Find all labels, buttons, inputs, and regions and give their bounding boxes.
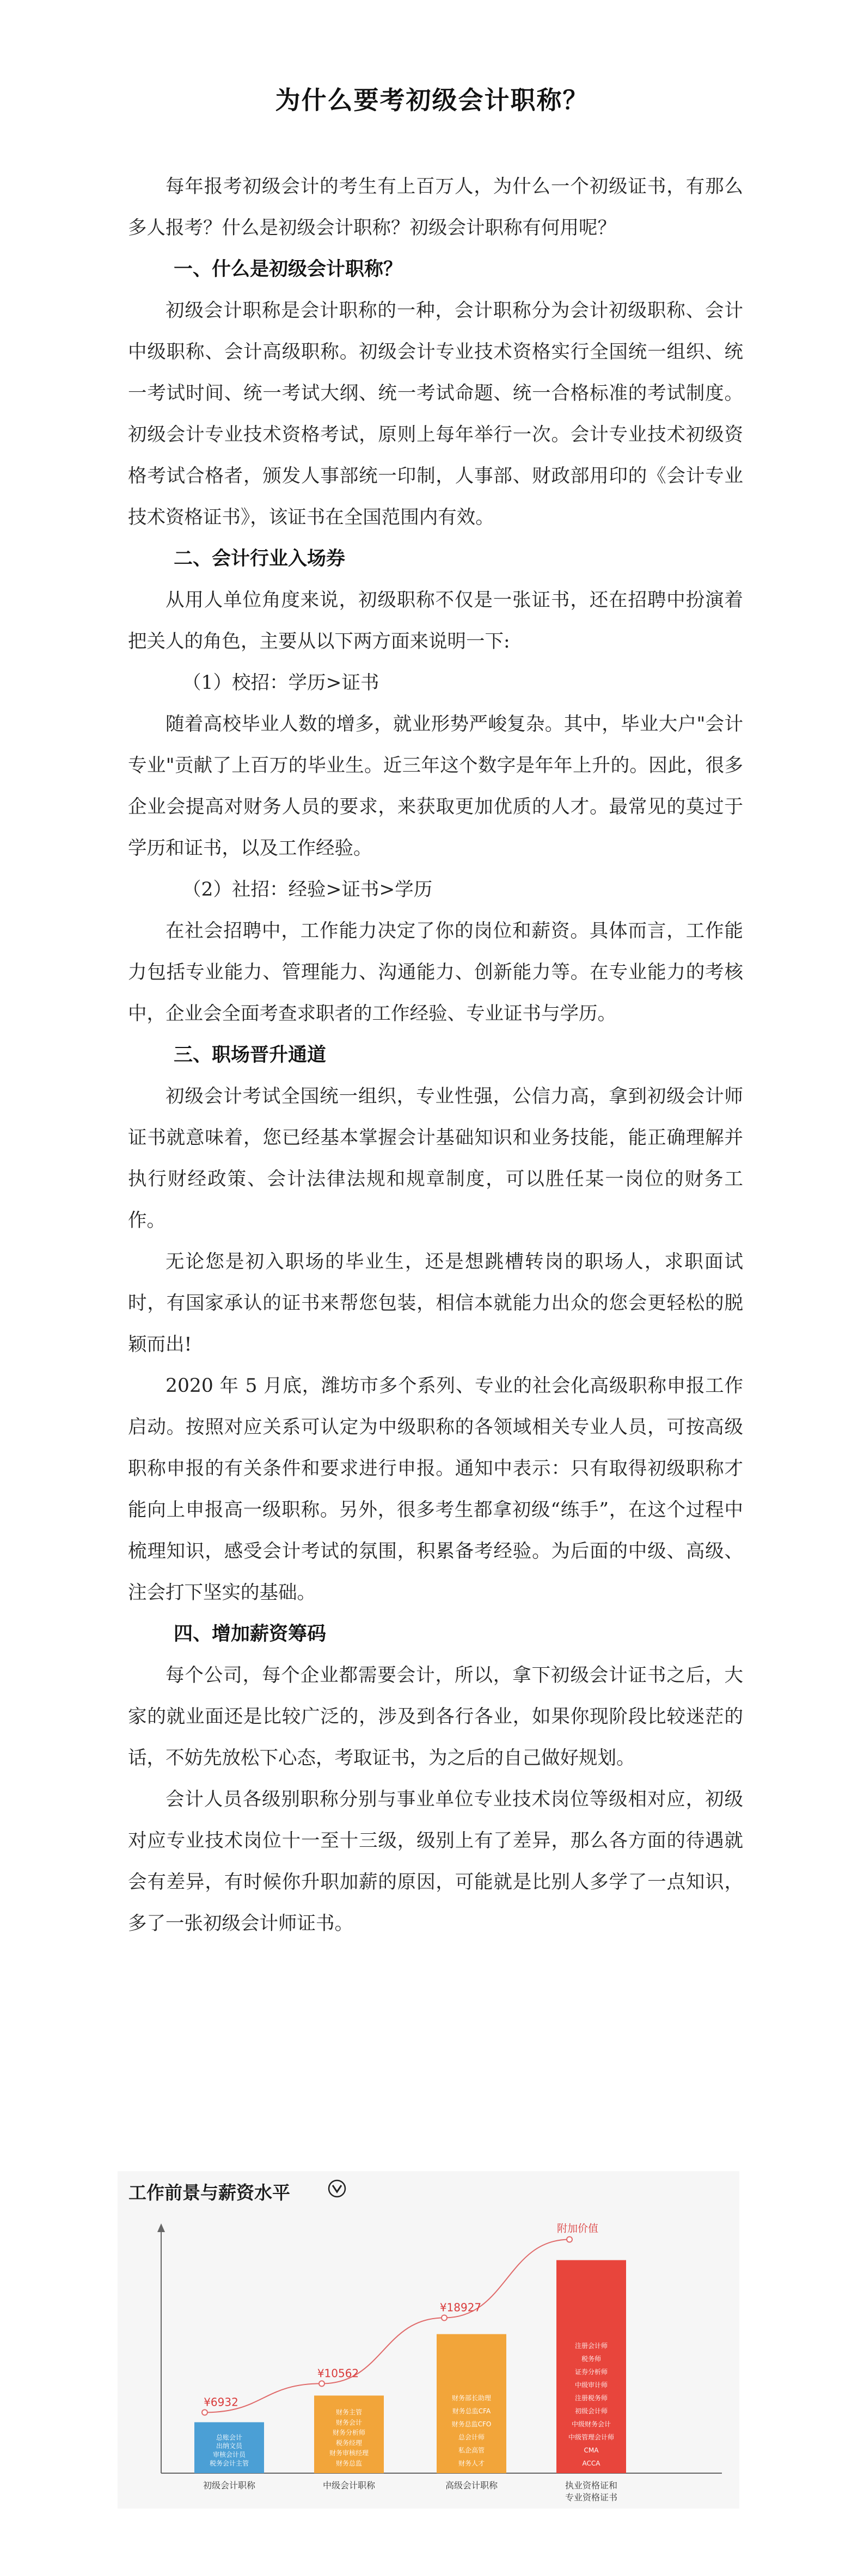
bar-item-label: CMA: [584, 2446, 599, 2454]
section-heading-2: 二、会计行业入场券: [174, 548, 346, 570]
category-label: 专业资格证书: [565, 2492, 618, 2503]
bar-4: [556, 2260, 626, 2474]
category-label: 中级会计职称: [322, 2480, 376, 2491]
category-label: 高级会计职称: [445, 2480, 498, 2491]
bar-item-label: 私企高管: [458, 2446, 485, 2454]
section-heading-3: 三、职场晋升通道: [174, 1044, 327, 1066]
value-point: [442, 2315, 447, 2320]
article-body: [128, 166, 743, 1944]
value-point: [319, 2381, 324, 2386]
value-label: ¥18927: [439, 2301, 482, 2314]
salary-chart-figure: [118, 2171, 739, 2509]
section-3-paragraph: 2020 年 5 月底，潍坊市多个系列、专业的社会化高级职称申报工作启动。按照对应关系可认定为中级职称的各领域相关专业人员，可按高级职称申报的有关条件和要求进行申报。通知中表示：只有取得初级职称才能向上申报高一级职称。另外，很多考生都拿初级“练手”，在这个过程中梳理知识，感受会计考试的氛围，积累备考经验。为后面的中级、高级、注会打下坚实的基础。: [128, 1375, 743, 1604]
value-label: ¥6932: [204, 2395, 238, 2409]
bar-item-label: 中级财务会计: [571, 2420, 611, 2428]
section-heading-1: 一、什么是初级会计职称？: [174, 258, 403, 280]
category-label: 执业资格证和: [565, 2480, 618, 2491]
bar-item-label: 中级审计师: [574, 2381, 608, 2389]
bar-item-label: 注册会计师: [574, 2342, 608, 2350]
bar-item-label: 财务总监: [335, 2460, 363, 2467]
bar-item-label: 出纳文员: [216, 2442, 243, 2450]
bar-item-label: 财务总监CFO: [451, 2420, 492, 2428]
bar-item-label: 税务会计主管: [209, 2460, 249, 2467]
bar-item-label: ACCA: [582, 2460, 600, 2467]
bar-item-label: 审核会计员: [212, 2451, 246, 2459]
bar-item-label: 财务审核经理: [329, 2449, 369, 2457]
value-curve: [205, 2240, 569, 2413]
value-point: [202, 2409, 207, 2415]
y-axis-arrow: [157, 2223, 165, 2232]
added-value-label: 附加价值: [556, 2222, 599, 2235]
bar-item-label: 财务人才: [458, 2460, 485, 2467]
bar-item-label: 初级会计师: [574, 2407, 608, 2415]
bar-item-label: 财务部长助理: [451, 2394, 492, 2402]
bar-item-label: 中级管理会计师: [568, 2433, 615, 2441]
bar-item-label: 财务分析师: [332, 2429, 366, 2437]
figure-title: 工作前景与薪资水平: [128, 2182, 290, 2203]
bar-item-label: 税务师: [581, 2355, 602, 2363]
category-label: 初级会计职称: [203, 2480, 256, 2491]
bar-item-label: 证券分析师: [574, 2368, 608, 2376]
bar-item-label: 财务会计: [335, 2418, 363, 2426]
section-2-paragraph: 从用人单位角度来说，初级职称不仅是一张证书，还在招聘中扮演着把关人的角色，主要从以下两方面来说明一下:: [128, 589, 743, 652]
bar-item-label: 财务总监CFA: [452, 2407, 491, 2415]
salary-chart: [118, 2171, 739, 2509]
value-point: [567, 2237, 572, 2242]
page-title: 为什么要考初级会计职称？: [275, 85, 589, 115]
section-3-paragraph: 初级会计考试全国统一组织，专业性强，公信力高，拿到初级会计师证书就意味着，您已经基本掌握会计基础知识和业务技能，能正确理解并执行财经政策、会计法律法规和规章制度，可以胜任某一岗位的财务工作。: [128, 1086, 743, 1231]
bar-item-label: 税务经理: [335, 2439, 363, 2447]
value-label: ¥10562: [317, 2367, 359, 2380]
intro-paragraph: 每年报考初级会计的考生有上百万人，为什么一个初级证书，有那么多人报考？什么是初级会计职称？初级会计职称有何用呢？: [128, 176, 743, 239]
section-4-paragraph: 每个公司，每个企业都需要会计，所以，拿下初级会计证书之后，大家的就业面还是比较广泛的，涉及到各行各业，如果你现阶段比较迷茫的话，不妨先放松下心态，考取证书，为之后的自己做好规划。: [128, 1665, 743, 1769]
section-1-paragraph: 初级会计职称是会计职称的一种，会计职称分为会计初级职称、会计中级职称、会计高级职称。初级会计专业技术资格实行全国统一组织、统一考试时间、统一考试大纲、统一考试命题、统一合格标准的考试制度。初级会计专业技术资格考试，原则上每年举行一次。会计专业技术初级资格考试合格者，颁发人事部统一印制，人事部、财政部用印的《会计专业技术资格证书》，该证书在全国范围内有效。: [128, 300, 743, 528]
bar-item-label: 总会计师: [458, 2433, 485, 2441]
section-2-paragraph: 随着高校毕业人数的增多，就业形势严峻复杂。其中，毕业大户"会计专业"贡献了上百万的毕业生。近三年这个数字是年年上升的。因此，很多企业会提高对财务人员的要求，来获取更加优质的人才。最常见的莫过于学历和证书，以及工作经验。: [128, 713, 743, 859]
section-2-subheading-campus: （1）校招：学历>证书: [182, 672, 379, 694]
section-4-paragraph: 会计人员各级别职称分别与事业单位专业技术岗位等级相对应，初级对应专业技术岗位十一至十三级，级别上有了差异，那么各方面的待遇就会有差异，有时候你升职加薪的原因，可能就是比别人多学了一点知识，多了一张初级会计师证书。: [128, 1789, 743, 1934]
bar-item-label: 注册税务师: [574, 2394, 608, 2402]
section-2-paragraph: 在社会招聘中，工作能力决定了你的岗位和薪资。具体而言，工作能力包括专业能力、管理能力、沟通能力、创新能力等。在专业能力的考核中，企业会全面考查求职者的工作经验、专业证书与学历。: [128, 920, 743, 1025]
bar-item-label: 总账会计: [216, 2433, 243, 2442]
bar-item-label: 财务主管: [335, 2408, 363, 2417]
section-3-paragraph: 无论您是初入职场的毕业生，还是想跳槽转岗的职场人，求职面试时，有国家承认的证书来帮您包装，相信本就能力出众的您会更轻松的脱颖而出!: [128, 1251, 743, 1355]
section-heading-4: 四、增加薪资筹码: [174, 1623, 327, 1645]
section-2-subheading-social: （2）社招：经验>证书>学历: [182, 879, 433, 901]
